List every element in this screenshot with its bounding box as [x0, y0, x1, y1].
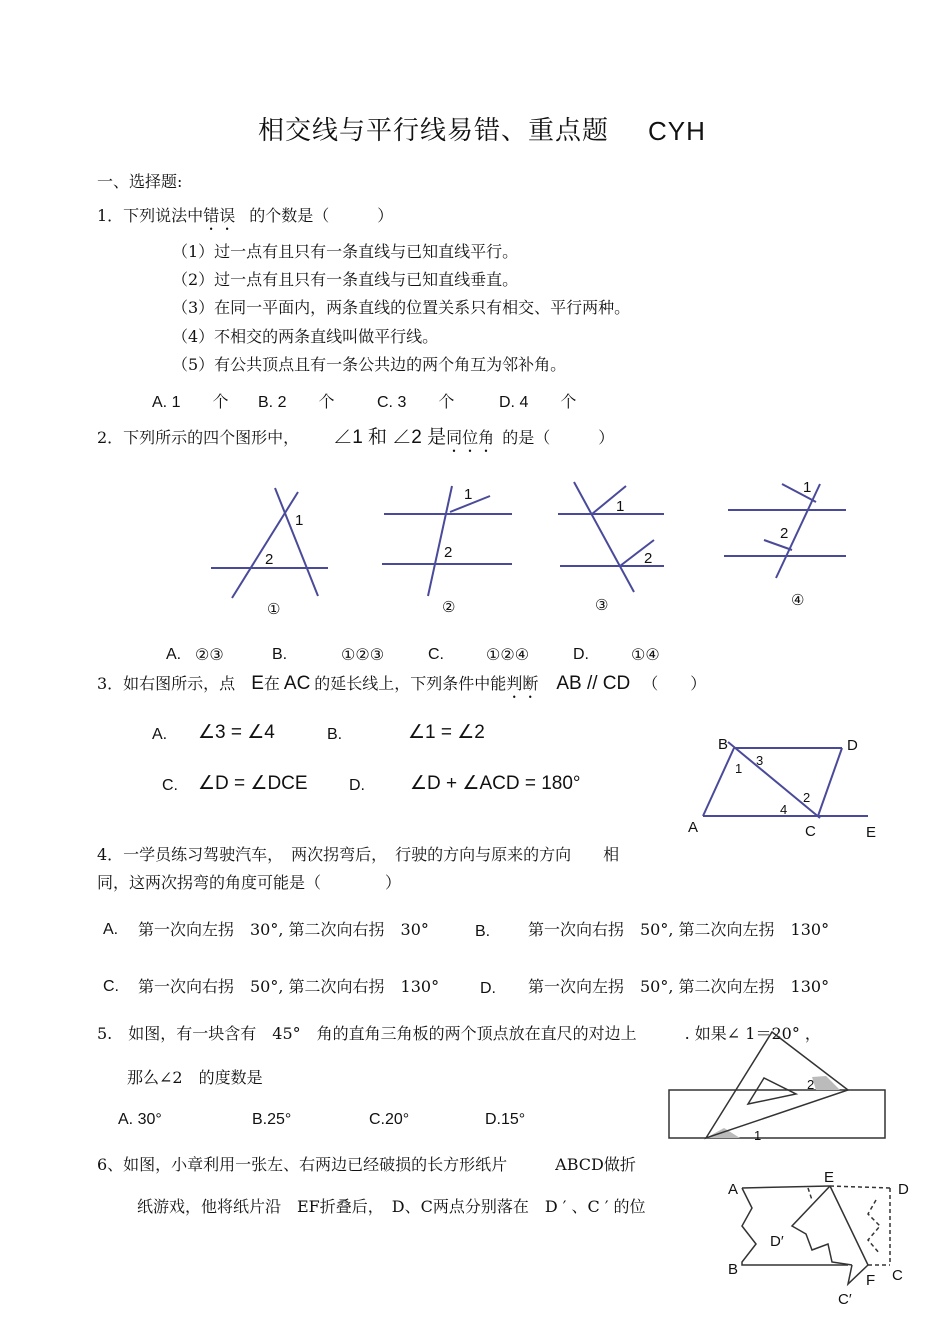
- q6-label-d: D: [898, 1181, 909, 1198]
- q6-folded-part: [792, 1186, 852, 1265]
- q6-label-a: A: [728, 1181, 739, 1198]
- q3-angle-3: 3: [756, 753, 764, 768]
- q3-label-b: B: [718, 736, 729, 753]
- section-heading: 一、选择题:: [97, 172, 183, 191]
- q2-angles: ∠1 和 ∠2 是: [333, 427, 447, 448]
- q6-label-e: E: [824, 1169, 835, 1186]
- q3-angle-4: 4: [780, 802, 788, 817]
- fig1-angle-2: 2: [265, 551, 274, 568]
- q1-item-4: （4）不相交的两条直线叫做平行线。: [172, 327, 439, 346]
- q3-angle-1: 1: [735, 761, 743, 776]
- q3-option-a: ∠3 = ∠4: [198, 722, 275, 743]
- q2-stem-text: 2．下列所示的四个图形中，: [97, 428, 300, 447]
- fig4-angle-1: 1: [803, 479, 812, 496]
- q3-target: AB // CD: [556, 673, 631, 694]
- q5-angle-1: 1: [754, 1128, 762, 1143]
- q4-line-2: 同，这两次拐弯的角度可能是（ ）: [97, 873, 402, 892]
- q6-fold-line: [830, 1186, 868, 1284]
- q1-item-1: （1）过一点有且只有一条直线与已知直线平行。: [172, 242, 519, 261]
- q1-option-c: C. 3 个: [377, 394, 455, 411]
- q6-label-b: B: [728, 1261, 739, 1278]
- q3-option-c: ∠D = ∠DCE: [198, 773, 308, 794]
- q3-label-a: A: [688, 819, 699, 836]
- q1-item-2: （2）过一点有且只有一条直线与已知直线垂直。: [172, 270, 519, 289]
- q6-crease-mark: [808, 1188, 812, 1200]
- q6-top-edge-folded: [830, 1186, 890, 1188]
- q3-label-e: E: [866, 824, 877, 841]
- q4-option-a: 第一次向左拐 30°, 第二次向右拐 30°: [138, 920, 429, 939]
- fig1-angle-1: 1: [295, 512, 304, 529]
- q3-label-c: C: [805, 823, 816, 840]
- fig1-label: ①: [267, 601, 281, 618]
- q1-item-3: （3）在同一平面内，两条直线的位置关系只有相交、平行两种。: [172, 298, 631, 317]
- q5-line-1: 5. 如图，有一块含有 45° 角的直角三角板的两个顶点放在直尺的对边上 . 如果∠ 1＝20° ，: [97, 1024, 821, 1043]
- q2-option-d: ①④: [631, 645, 660, 664]
- q4-option-d-letter: D.: [480, 980, 496, 997]
- q3-mid: 在: [263, 674, 280, 693]
- q6-left-torn-edge: [742, 1188, 848, 1265]
- q4-option-c: 第一次向右拐 50°, 第二次向右拐 130°: [138, 977, 440, 996]
- fig2-angle-1: 1: [464, 486, 473, 503]
- q2-tail: 的是（ ）: [502, 428, 615, 447]
- q4-option-c-letter: C.: [103, 978, 119, 995]
- fig4-angle-2: 2: [780, 525, 789, 542]
- q2-option-b: ①②③: [341, 645, 385, 664]
- q3-option-c-letter: C.: [162, 777, 178, 794]
- q1-option-b: B. 2 个: [258, 394, 335, 411]
- q4-option-d: 第一次向左拐 50°, 第二次向左拐 130°: [528, 977, 830, 996]
- q2-option-d-letter: D.: [573, 646, 589, 663]
- q6-label-cp: C′: [838, 1291, 852, 1308]
- q3-tail: （ ）: [642, 674, 707, 693]
- q1-tail: 的个数是（ ）: [249, 206, 394, 225]
- q5-option-d: D.15°: [485, 1111, 526, 1128]
- q2-option-a-letter: A.: [166, 646, 182, 663]
- q4-line-1: 4．一学员练习驾驶汽车， 两次拐弯后， 行驶的方向与原来的方向 相: [97, 845, 620, 864]
- fig3-label: ③: [595, 597, 609, 614]
- q5-option-b: B.25°: [252, 1111, 292, 1128]
- q5-line-2: 那么∠2 的度数是: [127, 1068, 263, 1087]
- q3-label-d: D: [847, 737, 858, 754]
- q2-emphasis: 同位角: [446, 428, 495, 447]
- q3-option-b-letter: B.: [327, 726, 343, 743]
- q3-option-a-letter: A.: [152, 726, 168, 743]
- q3-seg: AC: [283, 673, 311, 694]
- q6-line-2: 纸游戏，他将纸片沿 EF折叠后， D、C两点分别落在 D ′ 、C ′ 的位: [137, 1197, 646, 1216]
- q1-item-5: （5）有公共顶点且有一条公共边的两个角互为邻补角。: [172, 355, 567, 374]
- q3-mid2: 的延长线上，下列条件中能: [314, 674, 507, 693]
- q1-emphasis: 错误: [203, 206, 236, 225]
- fig3-angle-1: 1: [616, 498, 625, 515]
- q4-option-b-letter: B.: [475, 923, 491, 940]
- q5-option-c: C.20°: [369, 1111, 410, 1128]
- q2-option-a: ②③: [195, 645, 224, 664]
- q3-stem-text: 3．如右图所示，点: [97, 674, 236, 693]
- q2-option-b-letter: B.: [272, 646, 288, 663]
- q3-angle-2: 2: [803, 790, 811, 805]
- q3-option-d-letter: D.: [349, 777, 365, 794]
- q3-option-b: ∠1 = ∠2: [408, 722, 485, 743]
- q3-point: E: [251, 673, 264, 694]
- page-title: 相交线与平行线易错、重点题: [258, 116, 610, 146]
- q4-option-a-letter: A.: [103, 921, 119, 938]
- q3-option-d: ∠D + ∠ACD = 180°: [410, 773, 581, 794]
- q6-line-1: 6、如图，小章利用一张左、右两边已经破损的长方形纸片 ABCD做折: [97, 1155, 636, 1174]
- q3-emphasis: 判断: [506, 674, 539, 693]
- q4-option-b: 第一次向右拐 50°, 第二次向左拐 130°: [528, 920, 830, 939]
- q5-option-a: A. 30°: [118, 1111, 162, 1128]
- q1-stem-text: 1．下列说法中: [97, 206, 204, 225]
- fig4-label: ④: [791, 592, 805, 609]
- q6-right-torn-edge: [868, 1200, 880, 1254]
- fig2-label: ②: [442, 599, 456, 616]
- fig3-angle-2: 2: [644, 550, 653, 567]
- q6-label-c: C: [892, 1267, 903, 1284]
- author: CYH: [648, 116, 706, 146]
- q6-label-dp: D′: [770, 1233, 784, 1250]
- q2-option-c-letter: C.: [428, 646, 444, 663]
- q5-angle-2: 2: [807, 1077, 815, 1092]
- fig2-angle-2: 2: [444, 544, 453, 561]
- q6-label-f: F: [866, 1272, 876, 1289]
- q1-option-a: A. 1 个: [152, 394, 229, 411]
- q1-option-d: D. 4 个: [499, 394, 577, 411]
- q6-top-edge: [742, 1186, 830, 1188]
- q2-option-c: ①②④: [486, 645, 530, 664]
